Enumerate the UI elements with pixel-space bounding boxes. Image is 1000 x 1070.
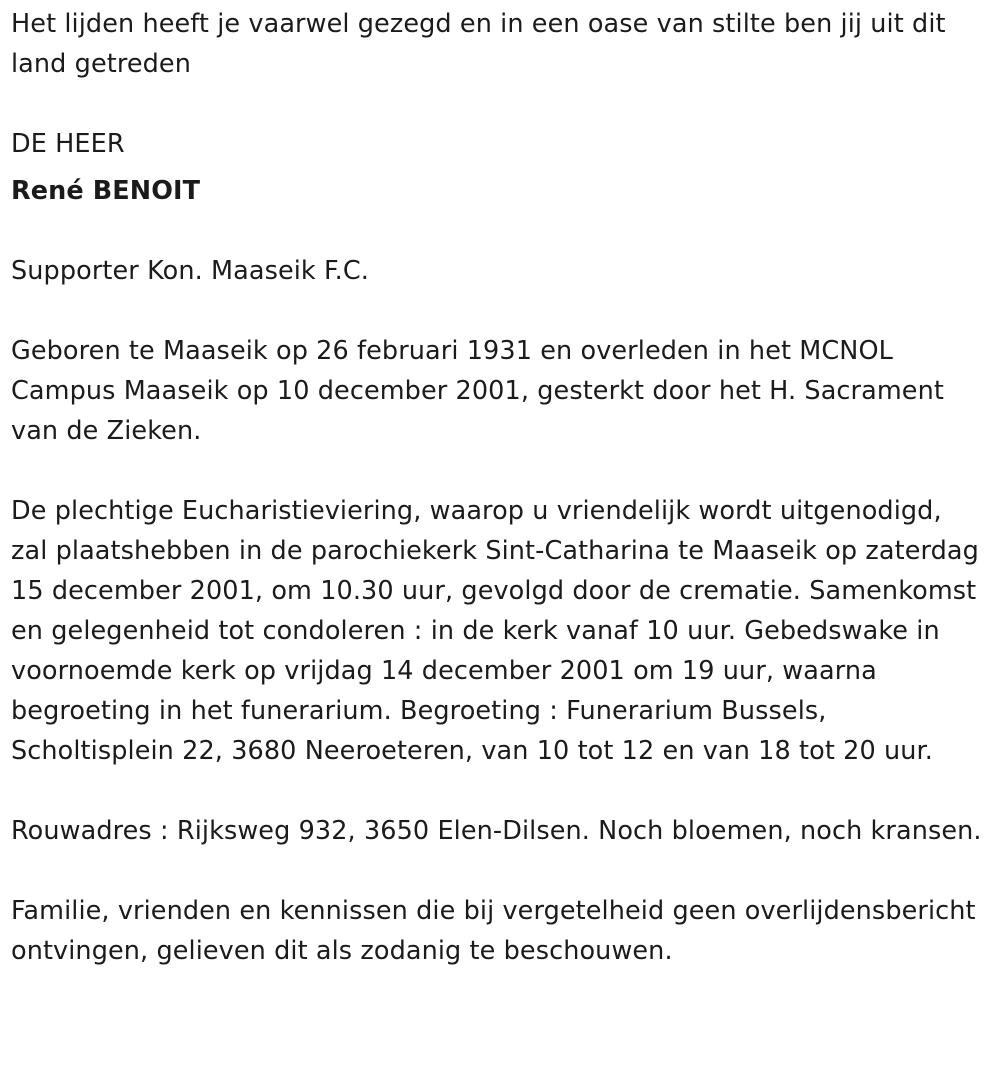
ceremony-paragraph: De plechtige Eucharistieviering, waarop u vriendelijk wordt uitgenodigd, zal plaatshebben in de parochiekerk Sint-Catharina te Maaseik op zaterdag 15 december 2001, om 10.30 uur, gevolgd door de crematie. Samenkomst en gelegenheid tot condoleren : in de kerk vanaf 10 uur. Gebedswake in voornoemde kerk op vrijdag 14 december 2001 om 19 uur, waarna begroeting in het funerarium. Begroeting : Funerarium Bussels, Scholtisplein 22, 3680 Neeroeteren, van 10 tot 12 en van 18 tot 20 uur. bbox=[11, 496, 979, 766]
honorific-title: DE HEER bbox=[11, 129, 125, 159]
spacer bbox=[11, 211, 986, 251]
closing-paragraph: Familie, vrienden en kennissen die bij vergetelheid geen overlijdensbericht ontvingen, gelieven dit als zodanig te beschouwen. bbox=[11, 896, 976, 966]
spacer bbox=[11, 164, 986, 171]
obituary-notice bbox=[11, 4, 986, 971]
spacer bbox=[11, 451, 986, 491]
spacer bbox=[11, 851, 986, 891]
mourning-address-paragraph: Rouwadres : Rijksweg 932, 3650 Elen-Dilsen. Noch bloemen, noch kransen. bbox=[11, 816, 982, 846]
opening-quote: Het lijden heeft je vaarwel gezegd en in een oase van stilte ben jij uit dit land getreden bbox=[11, 9, 946, 79]
spacer bbox=[11, 771, 986, 811]
deceased-name: René BENOIT bbox=[11, 176, 201, 206]
spacer bbox=[11, 84, 986, 124]
affiliation-line: Supporter Kon. Maaseik F.C. bbox=[11, 256, 369, 286]
birth-death-paragraph: Geboren te Maaseik op 26 februari 1931 en overleden in het MCNOL Campus Maaseik op 10 december 2001, gesterkt door het H. Sacrament van de Zieken. bbox=[11, 336, 944, 446]
spacer bbox=[11, 291, 986, 331]
